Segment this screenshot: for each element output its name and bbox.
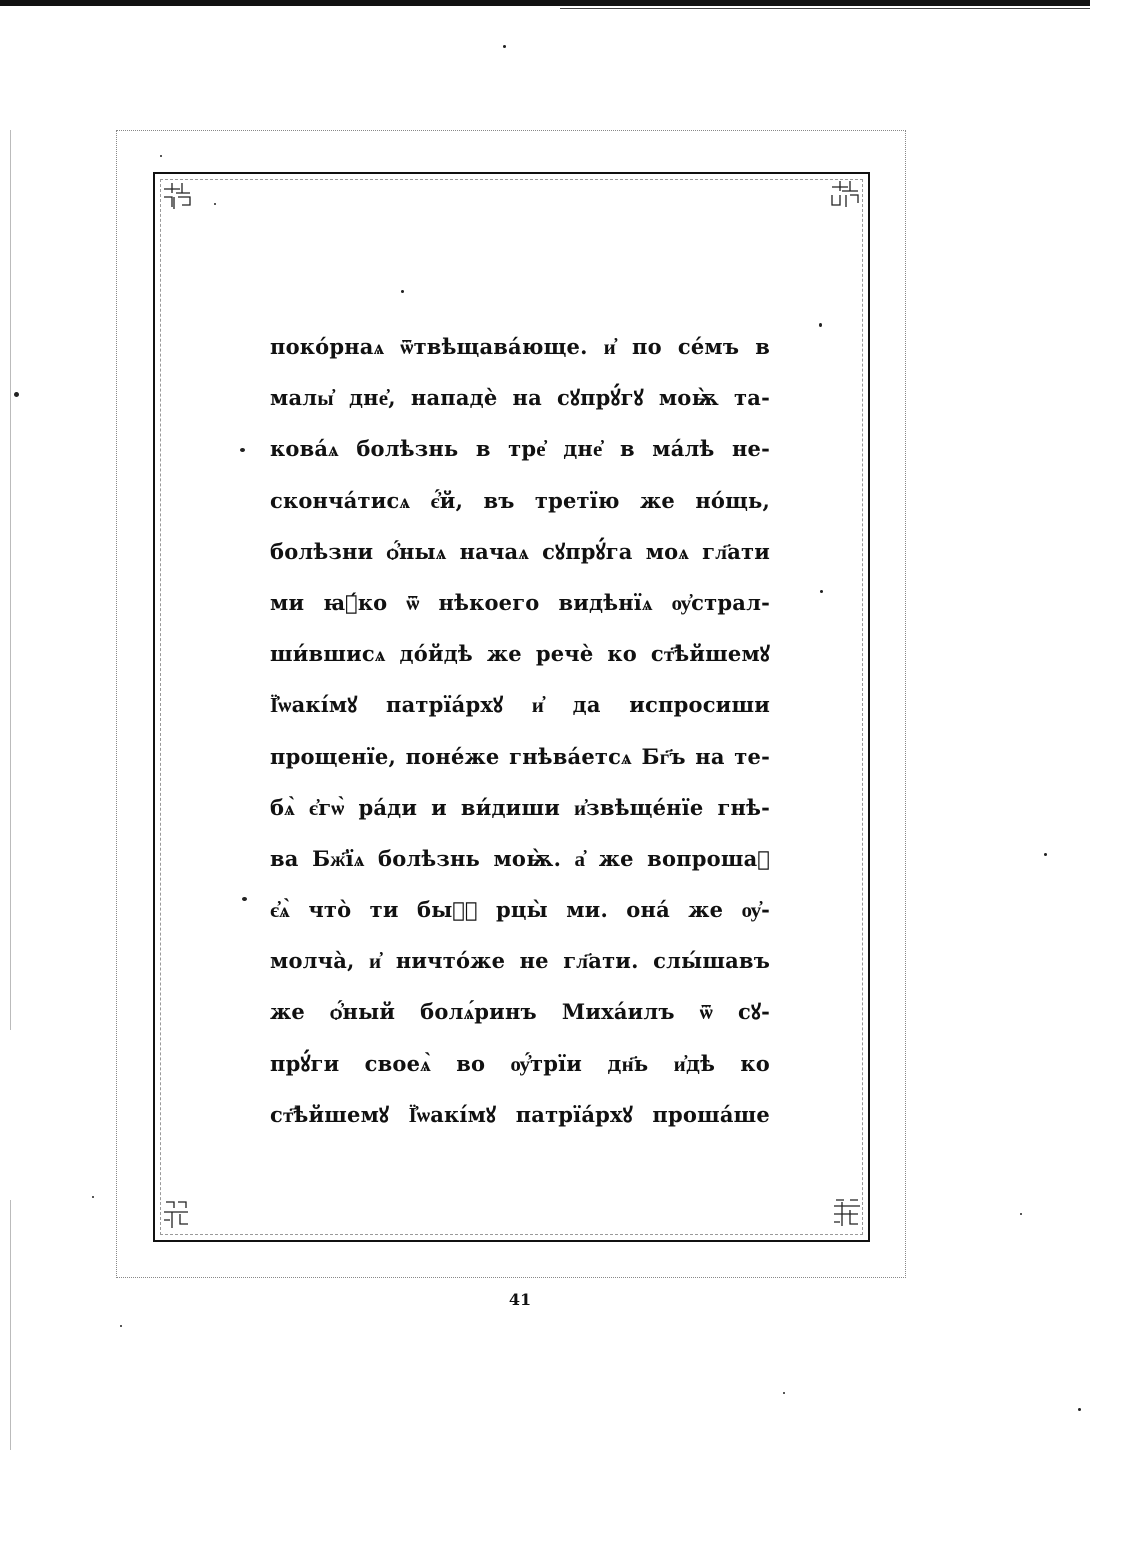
text-line: молчà, и҆ ничтóже не гл҃ати. слы́шавъ: [270, 948, 770, 974]
text-line: ва Бж҃їѧ болѣзнь моѭ̀. а҆ же вопрошаⷭ: [270, 845, 770, 871]
ink-speck: [1020, 1213, 1022, 1215]
text-line: прощенїе, понéже гнѣвáетсѧ Бг҃ъ на те-: [270, 743, 770, 769]
ink-speck: [14, 392, 19, 397]
ink-speck: [503, 45, 506, 48]
ink-speck: [120, 1325, 122, 1327]
text-line: покóрнаѧ ѿтвѣщавáюще. и҆ по се́мъ в: [270, 334, 770, 359]
text-line: ши́вшисѧ дóйдѣ же речѐ ко ст҃ѣйшемꙋ: [270, 641, 770, 667]
ink-speck: [214, 203, 216, 205]
left-margin-line: [10, 1200, 11, 1450]
left-margin-line: [10, 130, 11, 1030]
text-line: бѧ̀ є҆гѡ̀ рáди и ви́диши и҆звѣщéнїе гнѣ-: [270, 794, 770, 820]
text-line: малы҆ дне҆, нападѐ на сꙋпрꙋ́гꙋ моѭ̀ та-: [270, 385, 770, 411]
text-line: прꙋ́ги своеѧ̀ во ѹ҆́трїи дн҃ь и҆дѣ ко: [270, 1050, 770, 1076]
text-line: є҆ѧ̀ что̀ ти быⷭ҇ рцы̀ ми. онá же ѹ҆-: [270, 897, 770, 923]
ink-speck: [819, 323, 822, 327]
page-number: 41: [508, 1290, 532, 1309]
corner-ornament-icon: [832, 1198, 862, 1228]
ink-speck: [401, 290, 404, 293]
corner-ornament-icon: [162, 1200, 192, 1230]
text-block: [270, 321, 770, 1140]
ink-speck: [92, 1196, 94, 1198]
ink-speck: [783, 1392, 785, 1394]
corner-ornament-icon: [830, 179, 860, 209]
top-edge-rule: [560, 8, 1090, 9]
ink-speck: [820, 590, 823, 593]
text-line: ковáѧ болѣзнь в тре҆ дне҆ в мáлѣ не-: [270, 436, 770, 462]
top-edge-bar: [0, 0, 1090, 6]
text-line: Ї҆ѡакі́мꙋ патрїáрхꙋ и҆ да испросиши: [270, 692, 770, 718]
ink-speck: [1078, 1408, 1081, 1411]
ink-speck: [160, 155, 162, 157]
ink-speck: [240, 448, 245, 452]
text-line: скончáтисѧ є҆́й, въ третїю же нóщь,: [270, 487, 770, 513]
text-line: болѣзни ѻ҆́ныѧ начаѧ сꙋпрꙋ́га моѧ гл҃ати: [270, 538, 770, 564]
corner-ornament-icon: [162, 181, 192, 211]
text-line: же ѻ҆́ный болѧ́ринъ Миха́илъ ѿ сꙋ-: [270, 999, 770, 1025]
text-line: ми ꙗ҆́ко ѿ нѣкоего видѣнїѧ ѹ҆страл-: [270, 589, 770, 615]
ink-speck: [1044, 853, 1047, 856]
text-line: ст҃ѣйшемꙋ Ї҆ѡакі́мꙋ патрїáрхꙋ прошáше: [270, 1101, 770, 1127]
ink-speck: [242, 897, 247, 901]
